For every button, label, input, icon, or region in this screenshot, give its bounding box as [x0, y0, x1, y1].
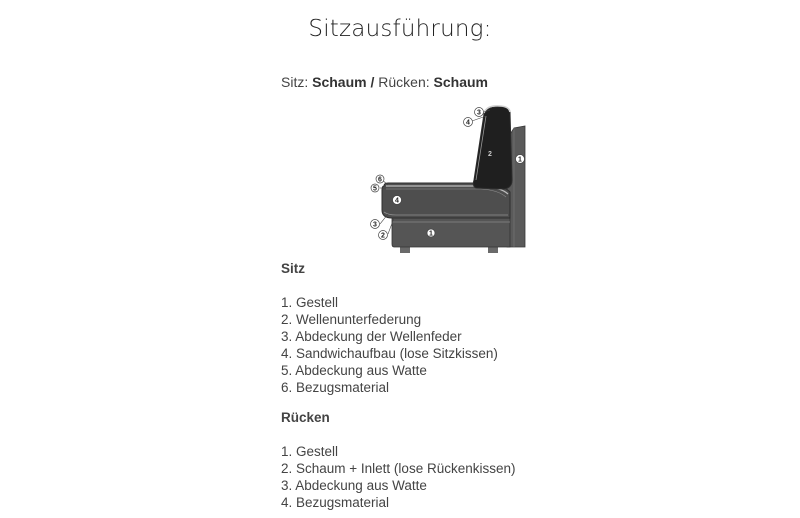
list-item: 6. Bezugsmaterial — [281, 380, 390, 395]
list-item: 4. Sandwichaufbau (lose Sitzkissen) — [281, 346, 498, 361]
callout-base-frame — [427, 229, 435, 238]
seat-cross-section-diagram — [364, 100, 534, 256]
svg-text:1: 1 — [518, 156, 522, 164]
list-item: 4. Bezugsmaterial — [281, 495, 390, 510]
callout-seat-cushion — [393, 196, 402, 205]
list-item: 1. Gestell — [281, 295, 339, 310]
list-item: 1. Gestell — [281, 444, 339, 459]
list-item: 2. Wellenunterfederung — [281, 312, 422, 327]
callout-back-foam — [488, 151, 492, 158]
list-item: 3. Abdeckung aus Watte — [281, 478, 427, 493]
callout-seat-6 — [376, 175, 384, 184]
seat-value: Schaum — [312, 74, 367, 90]
callout-seat-2 — [379, 231, 388, 240]
back-label: Rücken: — [378, 74, 430, 90]
svg-text:2: 2 — [488, 151, 492, 158]
svg-text:4: 4 — [395, 197, 399, 205]
left-foot — [400, 247, 410, 253]
right-foot — [488, 247, 498, 253]
page-title: Sitzausführung: — [308, 16, 492, 42]
callout-seat-3 — [371, 220, 380, 229]
construction-summary — [281, 74, 488, 90]
svg-text:4: 4 — [466, 119, 470, 127]
list-item: 3. Abdeckung der Wellenfeder — [281, 329, 462, 344]
svg-text:6: 6 — [378, 176, 382, 184]
svg-text:3: 3 — [373, 221, 377, 229]
back-component-list — [281, 409, 515, 511]
svg-text:1: 1 — [429, 230, 433, 238]
list-item: 5. Abdeckung aus Watte — [281, 363, 427, 378]
back-value: Schaum — [433, 74, 488, 90]
callout-back-top-3 — [475, 108, 484, 117]
svg-text:2: 2 — [381, 232, 385, 240]
back-cushion-shape — [473, 107, 512, 189]
svg-text:5: 5 — [373, 185, 377, 193]
callout-seat-5 — [371, 184, 379, 193]
seat-component-list — [281, 260, 498, 396]
separator: / — [370, 74, 375, 90]
callout-back-frame — [516, 155, 525, 164]
back-heading: Rücken — [281, 410, 330, 425]
base-frame-shape — [392, 218, 510, 247]
svg-text:3: 3 — [477, 109, 481, 117]
back-items — [281, 443, 515, 511]
seat-heading: Sitz — [281, 261, 306, 276]
callout-back-top-4 — [464, 118, 473, 127]
seat-items — [281, 294, 498, 396]
seat-label: Sitz: — [281, 74, 309, 90]
list-item: 2. Schaum + Inlett (lose Rückenkissen) — [281, 461, 516, 476]
